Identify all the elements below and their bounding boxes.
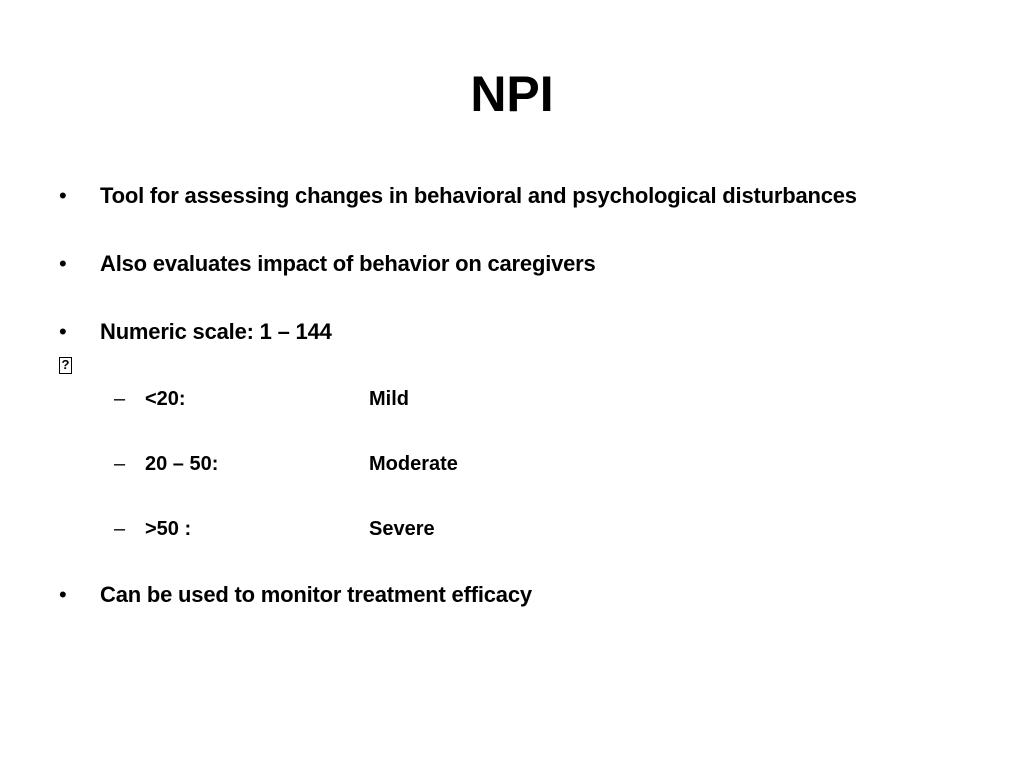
- scale-range: 20 – 50:: [145, 453, 219, 475]
- sub-bullet-marker: –: [114, 388, 126, 410]
- scale-severity: Moderate: [369, 453, 458, 475]
- scale-range: <20:: [145, 388, 186, 410]
- bullet-text: Can be used to monitor treatment efficacy: [100, 582, 532, 607]
- bullet-marker: •: [59, 251, 67, 276]
- scale-range: >50 :: [145, 518, 192, 540]
- scale-severity: Mild: [369, 388, 409, 410]
- bullet-text: Numeric scale: 1 – 144: [100, 319, 332, 344]
- bullet-text: Also evaluates impact of behavior on caregivers: [100, 251, 596, 276]
- slide-title: NPI: [470, 66, 554, 122]
- bullet-marker: •: [59, 582, 67, 607]
- sub-bullet-marker: –: [114, 453, 126, 475]
- missing-glyph-icon: ?: [59, 357, 72, 374]
- bullet-marker: •: [59, 319, 67, 344]
- bullet-marker: •: [59, 183, 67, 208]
- scale-severity: Severe: [369, 518, 435, 540]
- bullet-text: Tool for assessing changes in behavioral and psychological disturbances: [100, 183, 857, 208]
- sub-bullet-marker: –: [114, 518, 126, 540]
